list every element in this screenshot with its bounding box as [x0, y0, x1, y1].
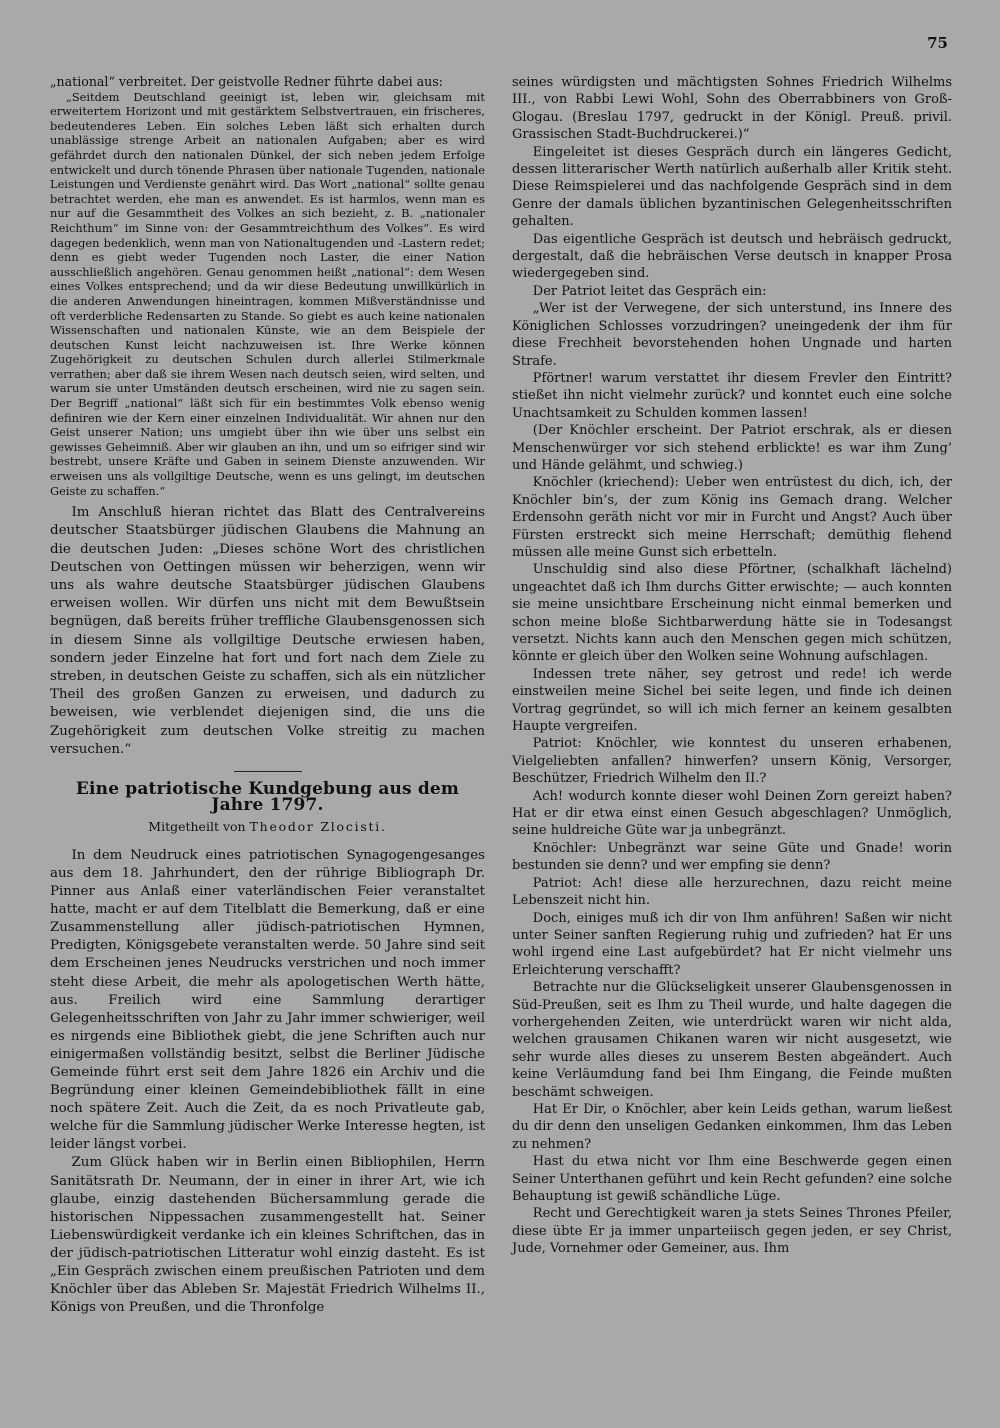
- paragraph: Indessen trete näher, sey getrost und rede! ich werde einstweilen meine Sichel bei seite legen, und finde ich deinen Vortrag gegründet, so will ich mich ferner an keinem gesalbten Haupte vergreifen.: [512, 666, 952, 735]
- paragraph: Pförtner! warum verstattet ihr diesem Frevler den Eintritt? stießet ihn nicht vielmehr zurück? und konntet euch eine solche Unachtsamkeit zu Schulden kommen lassen!: [512, 370, 952, 421]
- paragraph: Das eigentliche Gespräch ist deutsch und hebräisch gedruckt, dergestalt, daß die hebräischen Verse deutsch in knapper Prosa wiedergegeben sind.: [512, 231, 952, 282]
- paragraph: Ach! wodurch konnte dieser wohl Deinen Zorn gereizt haben? Hat er dir etwa einst einen Gesuch abgeschlagen? Unmöglich, seine huldreiche Güte war ja unbegränzt.: [512, 788, 952, 839]
- opening-line: „national“ verbreitet. Der geistvolle Redner führte dabei aus:: [50, 74, 443, 89]
- paragraph: Der Patriot leitet das Gespräch ein:: [532, 283, 767, 299]
- paragraph: „Wer ist der Verwegene, der sich unterstund, ins Innere des Königlichen Schlosses vorzudringen? uneingedenk der ihm für diese Frechheit bevorstehenden hohen Ungnade und harten Strafe.: [512, 301, 952, 369]
- paragraph: Patriot: Ach! diese alle herzurechnen, dazu reicht meine Lebenszeit nicht hin.: [512, 875, 952, 909]
- paragraph: Unschuldig sind also diese Pförtner, (schalkhaft lächelnd) ungeachtet daß ich Ihm durchs Gitter erwischte; — auch konnten sie meine unsichtbare Erscheinung nicht einmal bemerken und schon meine bloße Sichtbarwerdung hätte sie in Todesangst versetzt. Nichts kann auch den Menschen gegen mich schützen, könnte er gleich über den Wolken seine Wohnung aufschlagen.: [512, 562, 952, 665]
- byline: [50, 819, 485, 835]
- byline-author: Theodor Zlocisti.: [249, 819, 387, 835]
- paragraph: seines würdigsten und mächtigsten Sohnes Friedrich Wilhelms III., von Rabbi Lewi Wohl, Sohn des Oberrabbiners von Groß-Glogau. (Breslau 1797, gedruckt in der Königl. Preuß. privil. Grassischen Stadt-Buchdruckerei.)“: [512, 75, 952, 143]
- paragraph: Knöchler (kriechend): Ueber wen entrüstest du dich, ich, der Knöchler bin’s, der zum König ins Gemach drang. Welcher Erdensohn geräth nicht vor mir in Furcht und Angst? Auch über Fürsten erstreckt sich meine Herrschaft; demüthig flehend müssen alle meine Gunst sich erbetteln.: [512, 475, 952, 560]
- paragraph: Patriot: Knöchler, wie konntest du unseren erhabenen, Vielgeliebten anfallen? hinwerfen? unsern König, Versorger, Beschützer, Friedrich Wilhelm den II.?: [512, 736, 952, 787]
- section-divider: [234, 771, 302, 772]
- paragraph: In dem Neudruck eines patriotischen Synagogengesanges aus dem 18. Jahrhundert, den der rührige Bibliograph Dr. Pinner aus Anlaß einer vaterländischen Feier veranstaltet hatte, macht er auf dem Titelblatt die Bemerkung, daß er eine Zusammenstellung aller jüdisch-patriotischen Hymnen, Predigten, Königsgebete veranstalten werde. 50 Jahre sind seit dem Erscheinen jenes Neudrucks verstrichen und noch immer steht diese Arbeit, die mehr als apologetischen Werth hätte, aus. Freilich wird eine Sammlung derartiger Gelegenheitsschriften von Jahr zu Jahr immer schwieriger, weil es nirgends eine Bibliothek giebt, die jene Schriften auch nur einigermaßen vollständig besitzt, selbst die Berliner Jüdische Gemeinde führt erst seit dem Jahre 1826 ein Archiv und die Begründung einer kleinen Gemeindebibliothek fällt in eine noch spätere Zeit. Auch die Zeit, da es noch Privatleute gab, welche für die Sammlung jüdischer Werke Interesse hegten, ist leider längst vorbei.: [50, 847, 485, 1153]
- article-heading: Eine patriotische Kundgebung aus dem Jahre 1797.: [75, 779, 460, 815]
- article-body: [50, 847, 485, 1317]
- paragraph: Im Anschluß hieran richtet das Blatt des Centralvereins deutscher Staatsbürger jüdischen Glaubens die Mahnung an die deutschen Juden: „Dieses schöne Wort des christlichen Deutschen von Oettingen müssen wir beherzigen, wenn wir uns als wahre deutsche Staatsbürger jüdischen Glaubens erweisen wollen. Wir dürfen uns nicht mit dem Bewußtsein begnügen, daß bereits früher treffliche Glaubensgenossen sich in diesem Sinne als vollgiltige Deutsche erwiesen haben, sondern jeder Einzelne hat fort und fort nach dem Ziele zu streben, in deutschen Geiste zu schaffen, sich als ein nützlicher Theil des großen Ganzen zu erweisen, und dadurch zu beweisen, wie verblendet diejenigen sind, die uns die Zugehörigkeit zum deutschen Volke streitig zu machen versuchen.“: [50, 505, 485, 757]
- centralverein-paragraph: [50, 504, 485, 759]
- paragraph: Hat Er Dir, o Knöchler, aber kein Leids gethan, warum ließest du dir denn den unseligen Gedanken einkommen, Ihm das Leben zu nehmen?: [512, 1101, 952, 1152]
- paragraph: Recht und Gerechtigkeit waren ja stets Seines Thrones Pfeiler, diese übte Er ja immer unparteiisch gegen jeden, er sey Christ, Jude, Vornehmer oder Gemeiner, aus. Ihm: [512, 1206, 952, 1257]
- paragraph: (Der Knöchler erscheint. Der Patriot erschrak, als er diesen Menschenwürger vor sich stehend erblickte! es war ihm Zung’ und Hände gelähmt, und schwieg.): [512, 423, 952, 473]
- paragraph: Betrachte nur die Glückseligkeit unserer Glaubensgenossen in Süd-Preußen, seit es Ihm zu Theil wurde, und halte dagegen die vorhergehenden Zeiten, wie unterdrückt waren wir nicht alda, welchen grausamen Chikanen waren wir nicht ausgesetzt, wie sehr wurde alles dieses zu unserem Besten abgeändert. Auch keine Verläumdung fand bei Ihm Eingang, die Feinde mußten beschämt schweigen.: [512, 980, 952, 1100]
- paragraph: Zum Glück haben wir in Berlin einen Bibliophilen, Herrn Sanitätsrath Dr. Neumann, der in einer in ihrer Art, wie ich glaube, einzig dastehenden Büchersammlung gerade die historischen Nippessachen zusammengestellt hat. Seiner Liebenswürdigkeit verdanke ich ein kleines Schriftchen, das in der jüdisch-patriotischen Litteratur wohl einzig dasteht. Es ist „Ein Gespräch zwischen einem preußischen Patrioten und dem Knöchler über das Ableben Sr. Majestät Friedrich Wilhelms II., Königs von Preußen, und die Thronfolge: [50, 1155, 485, 1316]
- paragraph: Doch, einiges muß ich dir von Ihm anführen! Saßen wir nicht unter Seiner sanften Regierung ruhig und zufrieden? hat Er uns wohl irgend eine Last aufgebürdet? hat Er nicht vielmehr uns Erleichterung verschafft?: [512, 910, 952, 978]
- quote-paragraph: „Seitdem Deutschland geeinigt ist, leben wir, gleichsam mit erweitertem Horizont und mit gestärktem Selbstvertrauen, ein frischeres, bedeutenderes Leben. Ein solches Leben läßt sich erhalten durch unablässige strenge Arbeit an nationalen Aufgaben; aber es wird gefährdet durch den nationalen Dünkel, der sich neben jedem Erfolge entwickelt und durch tönende Phrasen über nationale Tugenden, nationale Leistungen und Verdienste genährt wird. Das Wort „national“ sollte genau betrachtet werden, ehe man es anwendet. Es ist harmlos, wenn man es nur auf die Gesammtheit des Volkes an sich bezieht, z. B. „nationaler Reichthum“ im Sinne von: der Gesammtreichthum des Volkes“. Es wird dagegen bedenklich, wenn man von Nationaltugenden und -Lastern redet; denn es giebt weder Tugenden noch Laster, die einer Nation ausschließlich angehören. Genau genommen heißt „national“: dem Wesen eines Volkes entsprechend; und da wir diese Bedeutung unwillkürlich in die anderen Anwendungen hineintragen, kommen Mißverständnisse und oft verderbliche Redensarten zu Stande. So giebt es auch keine nationalen Wissenschaften und nationalen Künste, wie an dem Beispiele der deutschen Kunst leicht nachzuweisen ist. Ihre Werke können Zugehörigkeit zu deutschen Schulen durch allerlei Stilmerkmale verrathen; aber daß sie ihrem Wesen nach deutsch seien, wird selten, und warum sie unter Umständen deutsch erscheinen, wird nie zu sagen sein. Der Begriff „national“ läßt sich für ein bestimmtes Volk ebenso wenig definiren wie der Kern einer einzelnen Individualität. Wir ahnen nur den Geist unserer Nation; uns umgiebt über ihn wie über uns selbst ein gewisses Geheimniß. Aber wir glauben an ihn, und um so eifriger sind wir bestrebt, unsere Kräfte und Gaben in seinem Dienste anzuwenden. Wir erweisen uns als vollgiltige Deutsche, wenn es uns gelingt, im deutschen Geiste zu schaffen.“: [50, 89, 485, 498]
- byline-prefix: Mitgetheilt von: [148, 819, 246, 835]
- page-number: 75: [927, 34, 948, 52]
- paragraph: Eingeleitet ist dieses Gespräch durch ein längeres Gedicht, dessen litterarischer Werth natürlich außerhalb aller Kritik steht. Diese Reimspielerei und das nachfolgende Gespräch sind in dem Genre der damals üblichen byzantinischen Gelegenheitsschriften gehalten.: [512, 144, 952, 230]
- right-column: [512, 74, 952, 1258]
- paragraph: Knöchler: Unbegränzt war seine Güte und Gnade! worin bestunden sie denn? und wer empfing sie denn?: [512, 840, 952, 874]
- paragraph: Hast du etwa nicht vor Ihm eine Beschwerde gegen einen Seiner Unterthanen geführt und kein Recht gefunden? eine solche Behauptung ist gewiß schändliche Lüge.: [512, 1154, 952, 1204]
- oettingen-quote: [50, 90, 485, 499]
- left-column: [50, 74, 485, 1317]
